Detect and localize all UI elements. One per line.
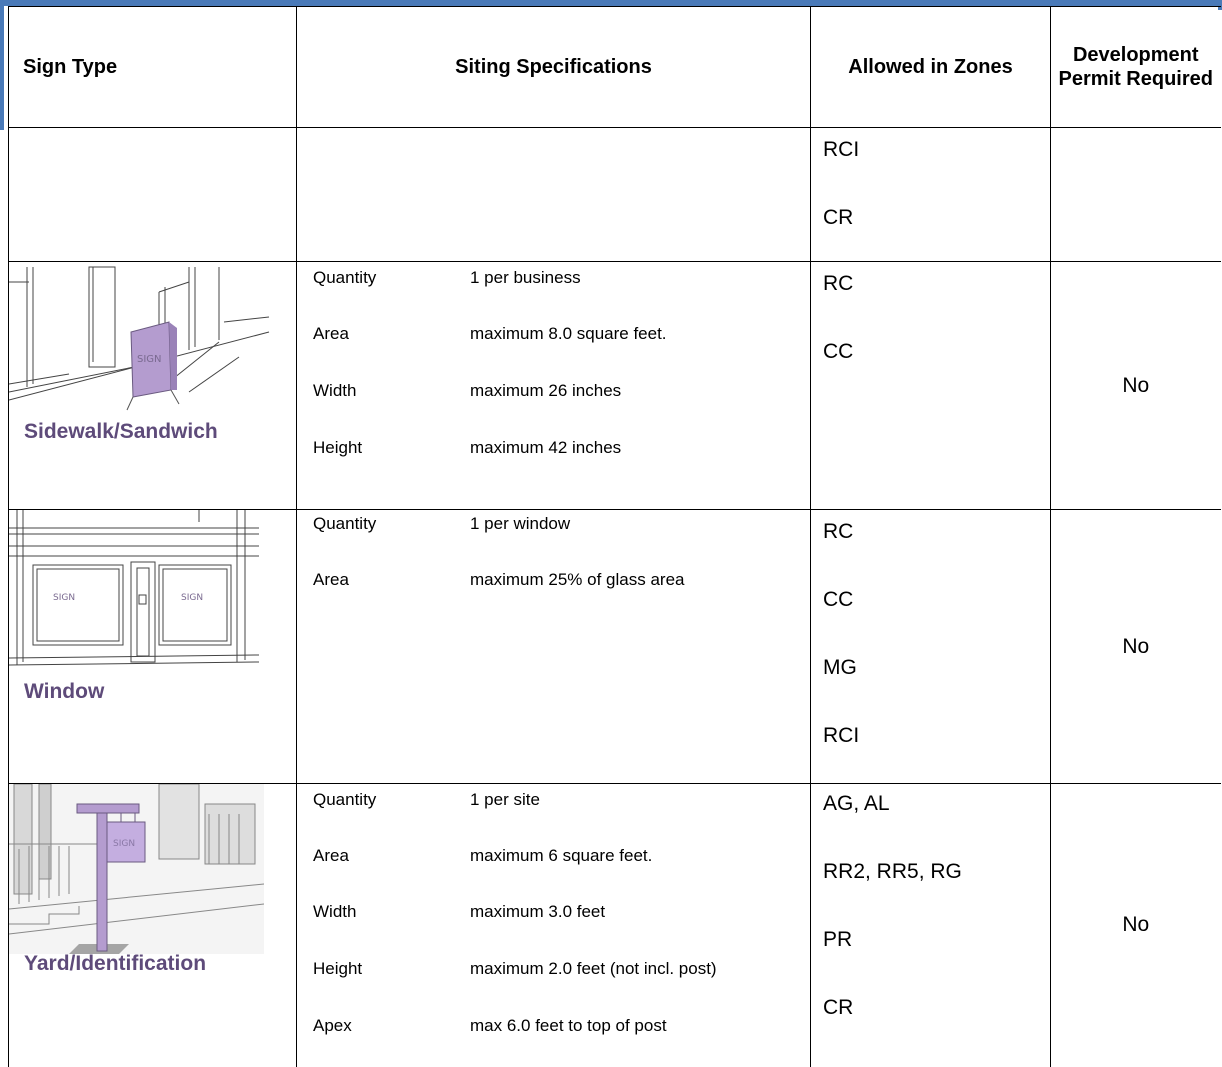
permit-cell: No	[1051, 262, 1221, 510]
svg-text:SIGN: SIGN	[137, 354, 162, 365]
spec-label: Quantity	[313, 790, 377, 809]
permit-cell: No	[1051, 784, 1221, 1067]
svg-text:SIGN: SIGN	[53, 593, 76, 603]
spec-value: maximum 26 inches	[470, 381, 622, 400]
sign-type-label: Yard/Identification	[24, 952, 207, 975]
table-row	[9, 262, 1221, 510]
spec-label: Quantity	[313, 268, 377, 287]
sign-type-label: Sidewalk/Sandwich	[24, 420, 218, 443]
table-header-row	[9, 7, 1221, 128]
spec-value: maximum 3.0 feet	[470, 902, 606, 921]
zone-label: RC	[823, 272, 854, 295]
spec-value: maximum 2.0 feet (not incl. post)	[470, 959, 717, 978]
spec-value: max 6.0 feet to top of post	[470, 1016, 667, 1035]
spec-value: maximum 6 square feet.	[470, 846, 653, 865]
spec-label: Quantity	[313, 514, 377, 533]
permit-cell: No	[1051, 510, 1221, 784]
sign-type-label: Window	[24, 680, 105, 703]
zone-label: CR	[823, 996, 854, 1019]
spec-label: Area	[313, 324, 349, 343]
siting-cell	[297, 510, 811, 784]
spec-value: 1 per window	[470, 514, 571, 533]
spec-value: maximum 8.0 square feet.	[470, 324, 667, 343]
siting-cell	[297, 262, 811, 510]
sign-type-cell	[9, 128, 297, 262]
zone-label: RC	[823, 520, 854, 543]
spec-label: Width	[313, 381, 357, 400]
table-row	[9, 510, 1221, 784]
header-siting-specifications: Siting Specifications	[297, 7, 811, 128]
spec-value: 1 per business	[470, 268, 581, 287]
svg-text:SIGN: SIGN	[113, 839, 136, 849]
zone-label: RCI	[823, 724, 860, 747]
spec-label: Width	[313, 902, 357, 921]
spec-label: Area	[313, 570, 349, 589]
spec-label: Height	[313, 438, 363, 457]
sign-type-cell	[9, 510, 297, 784]
zone-label: CC	[823, 340, 854, 363]
zone-label: CC	[823, 588, 854, 611]
zones-cell	[811, 510, 1051, 784]
table-row	[9, 784, 1221, 1067]
spec-value: 1 per site	[470, 790, 540, 809]
sandwich-sign-illustration	[9, 262, 279, 427]
header-allowed-zones: Allowed in Zones	[811, 7, 1051, 128]
window-sign-illustration	[9, 510, 264, 670]
sign-type-cell	[9, 784, 297, 1067]
siting-cell	[297, 128, 811, 262]
sign-type-cell	[9, 262, 297, 510]
spec-value: maximum 42 inches	[470, 438, 622, 457]
header-permit-required: Development Permit Required	[1051, 7, 1221, 128]
yard-sign-illustration	[9, 784, 264, 954]
zone-label: PR	[823, 928, 853, 951]
spec-value: maximum 25% of glass area	[470, 570, 685, 589]
header-sign-type: Sign Type	[9, 7, 297, 128]
siting-cell	[297, 784, 811, 1067]
svg-text:SIGN: SIGN	[181, 593, 204, 603]
page-left-border	[0, 0, 4, 130]
spec-label: Apex	[313, 1016, 352, 1035]
zones-cell	[811, 128, 1051, 262]
zones-cell	[811, 784, 1051, 1067]
zone-label: RR2, RR5, RG	[823, 860, 962, 883]
zone-label: AG, AL	[823, 792, 890, 815]
spec-label: Height	[313, 959, 363, 978]
zone-label: MG	[823, 656, 857, 679]
zone-label: RCI	[823, 138, 860, 161]
zone-label: CR	[823, 206, 854, 229]
permit-cell	[1051, 128, 1221, 262]
table-row	[9, 128, 1221, 262]
zones-cell	[811, 262, 1051, 510]
spec-label: Area	[313, 846, 349, 865]
sign-regulations-table	[8, 6, 1221, 1067]
